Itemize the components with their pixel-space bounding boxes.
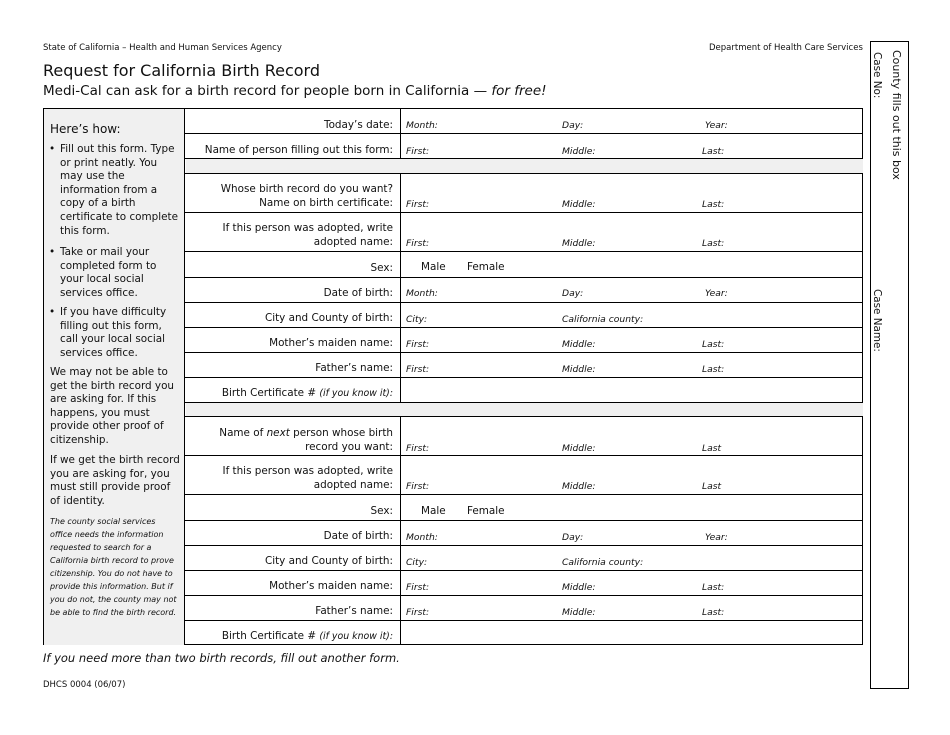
field-last[interactable]: Last:	[702, 582, 725, 593]
option-male[interactable]: Male	[421, 261, 446, 273]
field-first[interactable]: First:	[406, 481, 430, 492]
label-text: Name of	[219, 427, 264, 439]
field-last[interactable]: Last	[702, 443, 722, 454]
row-divider	[185, 212, 863, 213]
label-todays-date: Today’s date:	[324, 119, 393, 131]
field-middle[interactable]: Middle:	[562, 443, 596, 454]
subtitle-emphasis: for free!	[491, 83, 547, 99]
field-month[interactable]: Month:	[406, 532, 438, 543]
field-birth-cert-number[interactable]	[402, 379, 862, 401]
field-day[interactable]: Day:	[562, 532, 584, 543]
row-divider	[185, 377, 863, 378]
field-last[interactable]: Last:	[702, 146, 725, 157]
row-divider	[185, 402, 863, 403]
instructions-heading: Here’s how:	[50, 122, 121, 136]
instruction-paragraph: If we get the birth record you are asking for, you must still provide proof of identity.	[50, 454, 180, 507]
field-first[interactable]: First:	[406, 339, 430, 350]
bullet-dot-icon: •	[49, 306, 56, 318]
field-last[interactable]: Last:	[702, 238, 725, 249]
case-number-field[interactable]	[872, 100, 886, 280]
row-divider	[185, 173, 863, 174]
label-line: record you want:	[305, 441, 393, 453]
subtitle-text: Medi-Cal can ask for a birth record for people born in California —	[43, 83, 488, 99]
label-dob: Date of birth:	[323, 287, 393, 299]
row-divider	[185, 416, 863, 417]
field-middle[interactable]: Middle:	[562, 238, 596, 249]
page-subtitle	[43, 83, 547, 99]
label-whose-record	[221, 182, 393, 210]
label-sex: Sex:	[370, 262, 393, 274]
row-divider	[185, 570, 863, 571]
label-father: Father’s name:	[315, 362, 393, 374]
instruction-text: If you have difficulty filling out this form, call your local social services office.	[60, 306, 167, 359]
instruction-paragraph: We may not be able to get the birth record you are asking for. If this happens, you must provide other proof of citizenship.	[50, 366, 175, 446]
field-last[interactable]: Last	[702, 481, 722, 492]
instruction-text: Fill out this form. Type or print neatly. You may use the information from a copy of a birth certificate to complete this form.	[60, 143, 179, 237]
agency-name: State of California – Health and Human Services Agency	[43, 43, 282, 53]
row-divider	[185, 455, 863, 456]
field-day[interactable]: Day:	[562, 288, 584, 299]
case-name-field[interactable]	[872, 355, 886, 685]
label-father: Father’s name:	[315, 605, 393, 617]
section-separator	[186, 403, 863, 416]
field-first[interactable]: First:	[406, 364, 430, 375]
label-city-county: City and County of birth:	[264, 555, 393, 567]
bullet-dot-icon: •	[49, 246, 56, 258]
row-divider	[185, 620, 863, 621]
label-adopted-name	[223, 221, 394, 249]
field-first[interactable]: First:	[406, 607, 430, 618]
column-divider	[400, 173, 401, 403]
label-line: Name on birth certificate:	[259, 197, 393, 209]
field-middle[interactable]: Middle:	[562, 199, 596, 210]
field-city[interactable]: City:	[406, 557, 428, 568]
row-divider	[185, 327, 863, 328]
label-mother: Mother’s maiden name:	[269, 580, 393, 592]
field-year[interactable]: Year:	[705, 288, 728, 299]
column-divider	[400, 416, 401, 645]
label-city-county: City and County of birth:	[264, 312, 393, 324]
label-birth-cert	[222, 386, 393, 401]
field-middle[interactable]: Middle:	[562, 339, 596, 350]
bullet-dot-icon: •	[49, 143, 56, 155]
field-middle[interactable]: Middle:	[562, 364, 596, 375]
field-california-county[interactable]: California county:	[562, 314, 644, 325]
row-divider	[185, 133, 863, 134]
label-dob: Date of birth:	[323, 530, 393, 542]
field-middle[interactable]: Middle:	[562, 481, 596, 492]
field-last[interactable]: Last:	[702, 199, 725, 210]
label-line: If this person was adopted, write	[222, 222, 393, 234]
row-divider	[185, 545, 863, 546]
label-line: adopted name:	[313, 236, 393, 248]
field-middle[interactable]: Middle:	[562, 607, 596, 618]
label-emphasis: next	[266, 427, 290, 439]
form-number: DHCS 0004 (06/07)	[43, 680, 126, 690]
field-first[interactable]: First:	[406, 146, 430, 157]
fine-print: The county social services office needs the information requested to search for a California birth record to prove citizenship. You do not have to provide this information. But if you do not, the county may not be able to find the birth record.	[50, 517, 177, 617]
field-day[interactable]: Day:	[562, 120, 584, 131]
county-box-label: County fills out this box	[890, 50, 903, 180]
field-last[interactable]: Last:	[702, 364, 725, 375]
label-line: Whose birth record do you want?	[220, 183, 393, 195]
label-emphasis: (if you know it):	[319, 631, 393, 642]
field-first[interactable]: First:	[406, 238, 430, 249]
field-middle[interactable]: Middle:	[562, 582, 596, 593]
department-name: Department of Health Care Services	[709, 43, 863, 53]
case-name-label: Case Name:	[871, 289, 883, 352]
case-number-label: Case No:	[871, 52, 883, 99]
row-divider	[185, 251, 863, 252]
page-title: Request for California Birth Record	[43, 61, 321, 80]
field-month[interactable]: Month:	[406, 288, 438, 299]
label-birth-cert	[222, 629, 393, 644]
field-year[interactable]: Year:	[705, 120, 728, 131]
row-divider	[185, 158, 863, 159]
instruction-text: Take or mail your completed form to your local social services office.	[60, 246, 157, 299]
field-first[interactable]: First:	[406, 443, 430, 454]
label-text: Birth Certificate #	[221, 630, 317, 642]
field-first[interactable]: First:	[406, 199, 430, 210]
field-last[interactable]: Last:	[702, 607, 725, 618]
field-california-county[interactable]: California county:	[562, 557, 644, 568]
option-female[interactable]: Female	[467, 261, 505, 273]
field-city[interactable]: City:	[406, 314, 428, 325]
column-divider	[400, 109, 401, 158]
label-next-person	[219, 426, 393, 454]
field-year[interactable]: Year:	[705, 532, 728, 543]
row-divider	[185, 352, 863, 353]
field-middle[interactable]: Middle:	[562, 146, 596, 157]
option-male[interactable]: Male	[421, 505, 446, 517]
label-line	[219, 426, 393, 440]
section-separator	[186, 159, 863, 173]
row-divider	[185, 277, 863, 278]
label-adopted-name	[223, 464, 394, 492]
label-text: Birth Certificate #	[221, 387, 317, 399]
field-first[interactable]: First:	[406, 582, 430, 593]
label-text: person whose birth	[293, 427, 393, 439]
label-line: adopted name:	[313, 479, 393, 491]
label-name-filling: Name of person filling out this form:	[204, 144, 393, 156]
row-divider	[185, 494, 863, 495]
field-last[interactable]: Last:	[702, 339, 725, 350]
row-divider	[185, 302, 863, 303]
label-line: If this person was adopted, write	[222, 465, 393, 477]
label-emphasis: (if you know it):	[319, 388, 393, 399]
footer-note: If you need more than two birth records, fill out another form.	[43, 651, 400, 665]
option-female[interactable]: Female	[467, 505, 505, 517]
label-sex: Sex:	[370, 505, 393, 517]
row-divider	[185, 595, 863, 596]
field-month[interactable]: Month:	[406, 120, 438, 131]
field-birth-cert-number[interactable]	[402, 622, 862, 644]
label-mother: Mother’s maiden name:	[269, 337, 393, 349]
row-divider	[185, 520, 863, 521]
